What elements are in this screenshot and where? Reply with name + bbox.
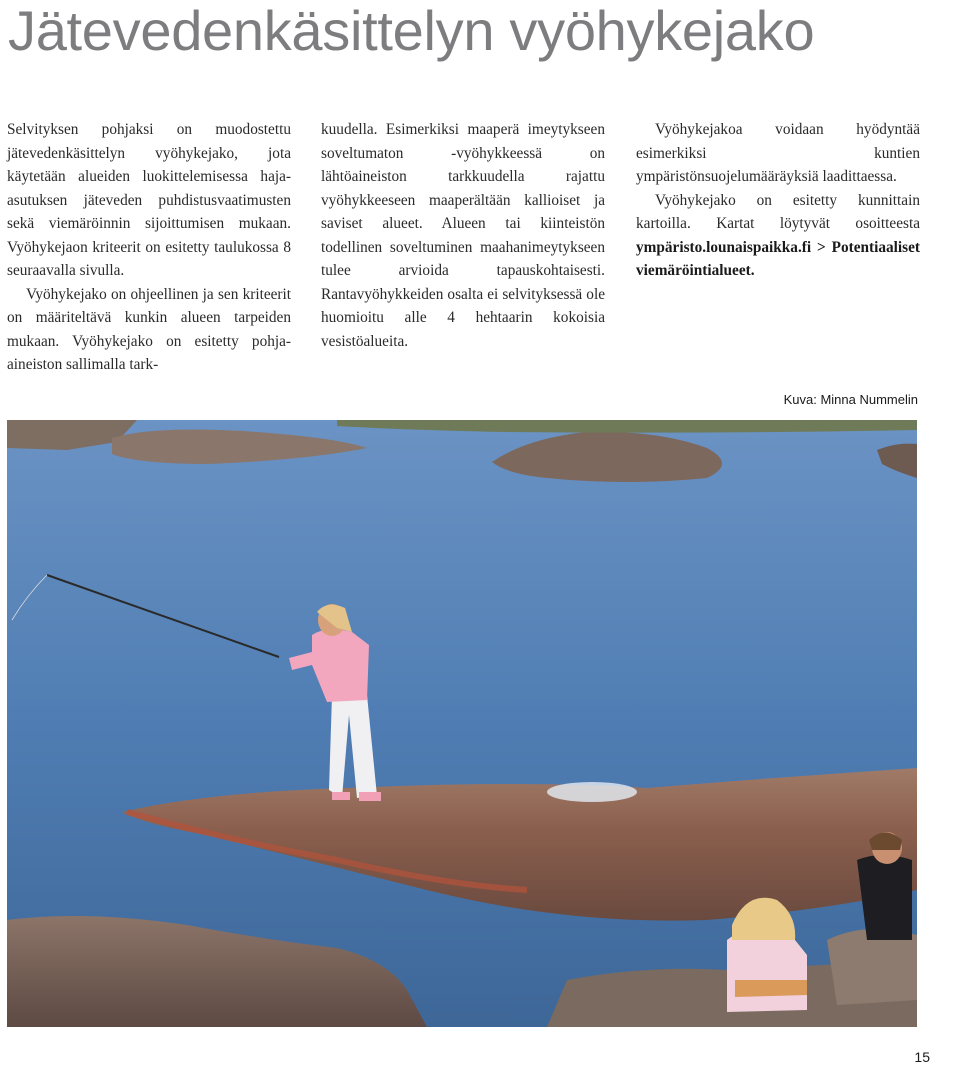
photo-illustration [7, 420, 917, 1027]
text-column-1 [7, 118, 291, 377]
paragraph [636, 189, 920, 283]
paragraph: kuudella. Esimerkiksi maaperä imeytykseen soveltumaton -vyöhykkeessä on lähtöaineiston tarkkuudella rajattu vyöhykkeeseen maaperältään kallioiset ja saviset alueet. Alueen tai kiinteistön todellinen soveltuminen maahanimeytykseen tulee arvioida tapauskohtaisesti. Rantavyöhykkeiden osalta ei selvityksessä ole huomioitu alle 4 hehtaarin kokoisia vesistöalueita. [321, 121, 605, 350]
text-column-2 [321, 118, 605, 353]
map-link[interactable]: ympäristo.lounaispaikka.fi > Potentiaaliset viemäröintialueet. [636, 238, 920, 279]
water-splash [547, 782, 637, 802]
paragraph: Vyöhykejakoa voidaan hyödyntää esimerkiksi kuntien ympäristönsuojelumääräyksiä laadittaessa. [636, 121, 920, 185]
photo-children-fishing [7, 420, 917, 1027]
paragraph-text: Vyöhykejako on esitetty kunnittain kartoilla. Kartat löytyvät osoitteesta [636, 191, 920, 232]
photo-credit: Kuva: Minna Nummelin [783, 392, 918, 407]
right-boulder [827, 929, 917, 1005]
paragraph: Vyöhykejako on ohjeellinen ja sen kriteerit on määriteltävä kunkin alueen tarpeiden mukaan. Vyöhykejako on esitetty pohja-aineiston sallimalla tark- [7, 285, 291, 373]
text-column-3 [636, 118, 920, 283]
page-title: Jätevedenkäsittelyn vyöhykejako [8, 0, 815, 62]
page-number: 15 [914, 1049, 930, 1065]
paragraph: Selvityksen pohjaksi on muodostettu jätevedenkäsittelyn vyöhykejako, jota käytetään alueiden luokittelemisessa haja-asutuksen jäteveden puhdistusvaatimusten sekä viemäröinnin sijoittumisen mukaan. Vyöhykejaon kriteerit on esitetty taulukossa 8 seuraavalla sivulla. [7, 121, 291, 279]
